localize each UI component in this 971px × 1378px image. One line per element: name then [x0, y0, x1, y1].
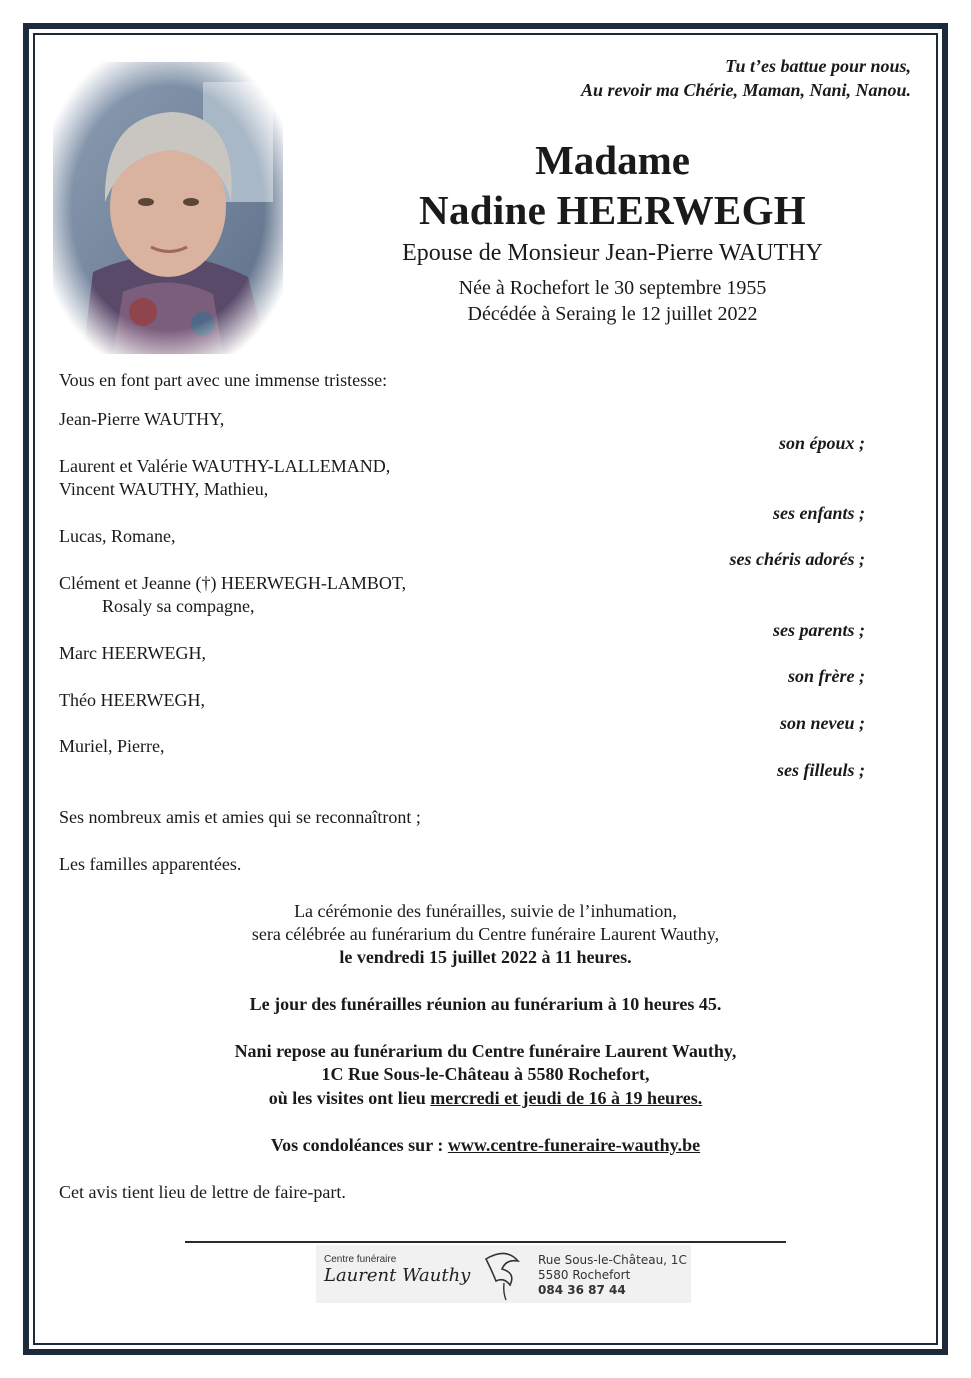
families-line: Les familles apparentées.: [59, 854, 242, 874]
logo-small-text: Centre funéraire: [324, 1254, 397, 1265]
footer-address-2: 5580 Rochefort: [538, 1268, 631, 1282]
visit-hours-line: [60, 1087, 911, 1110]
logo-script-text: Laurent Wauthy: [324, 1265, 471, 1286]
family-name-line: Lucas, Romane,: [59, 526, 176, 546]
rest-line-1: Nani repose au funérarium du Centre funéraire Laurent Wauthy,: [234, 1041, 737, 1061]
family-name-line: Clément et Jeanne (†) HEERWEGH-LAMBOT,: [59, 573, 407, 593]
spouse-line: Epouse de Monsieur Jean-Pierre WAUTHY: [402, 240, 823, 266]
family-relation: son époux ;: [778, 433, 865, 453]
epigraph-line-2: Au revoir ma Chérie, Maman, Nani, Nanou.: [580, 80, 911, 100]
title-madame: Madame: [535, 137, 690, 183]
condolences-line: [60, 1134, 911, 1157]
ceremony-line-1: La cérémonie des funérailles, suivie de l’inhumation,: [294, 901, 677, 921]
family-relation: ses filleuls ;: [777, 760, 865, 780]
family-name-line: Laurent et Valérie WAUTHY-LALLEMAND,: [59, 456, 391, 476]
family-name-line: Vincent WAUTHY, Mathieu,: [59, 479, 269, 499]
family-relation: son neveu ;: [780, 713, 865, 733]
funeral-home-logo: [316, 1245, 691, 1303]
family-relation: ses parents ;: [772, 620, 865, 640]
family-name-line: Muriel, Pierre,: [59, 736, 165, 756]
deceased-name: Nadine HEERWEGH: [419, 187, 806, 233]
death-line: Décédée à Seraing le 12 juillet 2022: [467, 303, 758, 325]
portrait-photo: [53, 62, 283, 354]
rest-line-2: 1C Rue Sous-le-Château à 5580 Rochefort,: [321, 1064, 650, 1084]
intro-text: Vous en font part avec une immense tristesse:: [59, 370, 388, 390]
condolences-prefix: Vos condoléances sur :: [270, 1135, 448, 1155]
footer-divider: [185, 1241, 786, 1243]
closing-line: Cet avis tient lieu de lettre de faire-part.: [59, 1182, 346, 1202]
friends-line: Ses nombreux amis et amies qui se reconnaîtront ;: [59, 807, 421, 827]
family-name-line: Marc HEERWEGH,: [59, 643, 206, 663]
family-relation: ses chéris adorés ;: [729, 549, 865, 569]
calla-lily-icon: [476, 1247, 531, 1301]
family-name-line: Théo HEERWEGH,: [59, 690, 205, 710]
visit-hours: mercredi et jeudi de 16 à 19 heures.: [430, 1088, 703, 1108]
epigraph: [581, 54, 911, 102]
epigraph-line-1: Tu t’es battue pour nous,: [725, 56, 911, 76]
meeting-line: Le jour des funérailles réunion au funérarium à 10 heures 45.: [249, 994, 722, 1014]
family-name-line: Rosaly sa compagne,: [102, 596, 255, 616]
condolences-link[interactable]: www.centre-funeraire-wauthy.be: [447, 1135, 701, 1155]
footer-address-1: Rue Sous-le-Château, 1C: [538, 1253, 687, 1267]
birth-line: Née à Rochefort le 30 septembre 1955: [458, 277, 767, 299]
visit-hours-prefix: où les visites ont lieu: [268, 1088, 431, 1108]
family-relation: son frère ;: [788, 666, 865, 686]
family-relation: ses enfants ;: [772, 503, 865, 523]
ceremony-line-2: sera célébrée au funérarium du Centre funéraire Laurent Wauthy,: [251, 924, 720, 944]
family-name-line: Jean-Pierre WAUTHY,: [59, 409, 225, 429]
ceremony-date: le vendredi 15 juillet 2022 à 11 heures.: [339, 947, 632, 967]
footer-phone: 084 36 87 44: [538, 1283, 626, 1297]
